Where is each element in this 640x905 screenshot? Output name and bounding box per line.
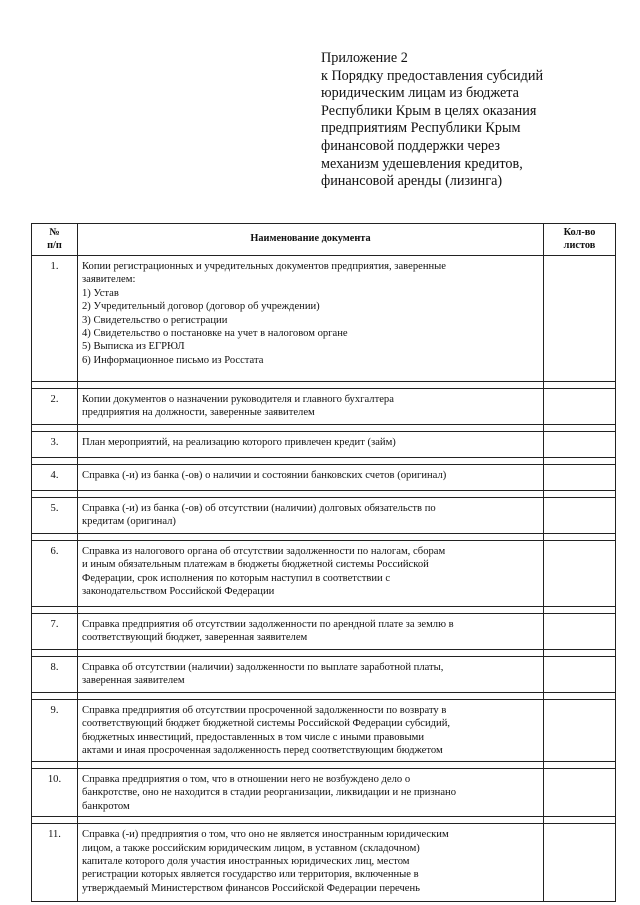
row-gap-cell	[544, 534, 616, 541]
document-name-line: заверенная заявителем	[82, 675, 185, 687]
row-gap-cell	[544, 693, 616, 700]
row-gap-cell	[78, 425, 544, 432]
row-gap-cell	[78, 607, 544, 614]
document-name-line: Справка предприятия о том, что в отношении него не возбуждено дело о	[82, 774, 411, 785]
document-name	[78, 432, 544, 458]
document-name-line: бюджетных инвестиций, предоставленных в том числе с иными правовыми	[82, 731, 424, 743]
row-gap-cell	[32, 382, 78, 389]
document-name-line: законодательством Российской Федерации	[82, 586, 275, 598]
document-name	[78, 389, 544, 425]
sheet-count-cell	[544, 498, 616, 534]
document-name-line: План мероприятий, на реализацию которого привлечен кредит (займ)	[82, 437, 396, 448]
documents-table	[31, 223, 616, 902]
document-name-line: 5) Выписка из ЕГРЮЛ	[82, 341, 185, 353]
row-gap-cell	[78, 817, 544, 824]
appendix-line: механизм удешевления кредитов,	[321, 155, 523, 172]
row-gap-cell	[32, 693, 78, 700]
document-name-line: регистрации которых является государство или территория, включенные в	[82, 869, 419, 881]
table-row	[32, 657, 616, 693]
row-number: 11.	[32, 824, 78, 902]
sheet-count-cell	[544, 389, 616, 425]
document-name-line: предприятия на должности, заверенные заявителем	[82, 407, 315, 419]
row-gap	[32, 491, 616, 498]
row-number: 6.	[32, 541, 78, 607]
table-row	[32, 498, 616, 534]
row-gap-cell	[32, 491, 78, 498]
row-gap	[32, 693, 616, 700]
appendix-line: финансовой поддержки через	[321, 137, 501, 154]
document-name-line: кредитам (оригинал)	[82, 516, 176, 528]
sheet-count-cell	[544, 432, 616, 458]
sheet-count-cell	[544, 541, 616, 607]
table-row	[32, 432, 616, 458]
row-gap	[32, 762, 616, 769]
appendix-line: к Порядку предоставления субсидий	[321, 67, 544, 84]
row-gap-cell	[32, 425, 78, 432]
row-gap	[32, 607, 616, 614]
table-row	[32, 465, 616, 491]
document-name-line: Справка об отсутствии (наличии) задолженности по выплате заработной платы,	[82, 662, 444, 673]
row-gap-cell	[32, 762, 78, 769]
row-number: 10.	[32, 769, 78, 817]
table-header-row	[32, 224, 616, 256]
appendix-line: юридическим лицам из бюджета	[321, 85, 519, 102]
row-gap-cell	[78, 693, 544, 700]
row-gap-cell	[78, 650, 544, 657]
sheet-count-cell	[544, 465, 616, 491]
table-row	[32, 256, 616, 382]
row-gap	[32, 650, 616, 657]
row-number: 2.	[32, 389, 78, 425]
row-gap-cell	[544, 650, 616, 657]
document-name-line: Справка (-и) из банка (-ов) об отсутствии (наличии) долговых обязательств по	[82, 503, 436, 514]
document-name	[78, 256, 544, 382]
table-row	[32, 614, 616, 650]
table-body	[32, 256, 616, 902]
header-qty-line: Кол-во	[563, 227, 596, 238]
header-sheet-count	[544, 224, 616, 256]
row-gap	[32, 425, 616, 432]
document-name	[78, 614, 544, 650]
header-number-line: п/п	[47, 239, 62, 251]
row-gap-cell	[78, 491, 544, 498]
sheet-count-cell	[544, 824, 616, 902]
sheet-count-cell	[544, 256, 616, 382]
row-gap	[32, 534, 616, 541]
row-number: 3.	[32, 432, 78, 458]
row-gap-cell	[78, 382, 544, 389]
table-row	[32, 541, 616, 607]
sheet-count-cell	[544, 657, 616, 693]
row-gap	[32, 458, 616, 465]
document-name-line: 1) Устав	[82, 287, 119, 299]
row-gap-cell	[544, 425, 616, 432]
row-gap-cell	[544, 607, 616, 614]
appendix-line: предприятиям Республики Крым	[321, 120, 521, 137]
header-document-name: Наименование документа	[78, 224, 544, 256]
document-name	[78, 465, 544, 491]
document-name-line: заявителем:	[82, 274, 136, 286]
document-name-line: Копии регистрационных и учредительных документов предприятия, заверенные	[82, 261, 446, 272]
document-name-line: Копии документов о назначении руководителя и главного бухгалтера	[82, 394, 394, 405]
sheet-count-cell	[544, 614, 616, 650]
table-row	[32, 824, 616, 902]
row-gap-cell	[544, 817, 616, 824]
document-name-line: и иным обязательным платежам в бюджеты бюджетной системы Российской	[82, 559, 429, 571]
row-gap-cell	[544, 762, 616, 769]
row-gap-cell	[32, 458, 78, 465]
document-name-line: банкротстве, оно не находится в стадии реорганизации, ликвидации и не признано	[82, 787, 456, 799]
document-name-line: соответствующий бюджет, заверенная заявителем	[82, 632, 308, 644]
appendix-line: Республики Крым в целях оказания	[321, 102, 537, 119]
document-name-line: Федерации, срок исполнения по которым наступил в соответствии с	[82, 572, 391, 584]
row-gap-cell	[78, 458, 544, 465]
document-name	[78, 824, 544, 902]
row-gap-cell	[32, 650, 78, 657]
row-gap-cell	[32, 607, 78, 614]
document-name-line: Справка предприятия об отсутствии просроченной задолженности по возврату в	[82, 705, 447, 716]
header-number	[32, 224, 78, 256]
document-name-line: актами и иная просроченная задолженность перед соответствующим бюджетом	[82, 745, 443, 757]
document-name-line: банкротом	[82, 800, 130, 812]
document-name	[78, 541, 544, 607]
document-name	[78, 769, 544, 817]
document-name-line: 3) Свидетельство о регистрации	[82, 314, 228, 326]
document-name-line: 6) Информационное письмо из Росстата	[82, 354, 264, 366]
document-name-line: Справка из налогового органа об отсутствии задолженности по налогам, сборам	[82, 546, 446, 557]
sheet-count-cell	[544, 769, 616, 817]
document-name-line: Справка (-и) предприятия о том, что оно не является иностранным юридическим	[82, 829, 449, 841]
header-qty-line: листов	[563, 239, 596, 251]
document-name-line: Справка (-и) из банка (-ов) о наличии и состоянии банковских счетов (оригинал)	[82, 470, 447, 481]
document-name-line: капитале которого доля участия иностранных юридических лиц, местом	[82, 856, 410, 868]
document-name	[78, 498, 544, 534]
table-row	[32, 389, 616, 425]
row-number: 4.	[32, 465, 78, 491]
row-number: 7.	[32, 614, 78, 650]
appendix-line: финансовой аренды (лизинга)	[321, 173, 503, 190]
document-name	[78, 657, 544, 693]
row-gap	[32, 382, 616, 389]
document-name-line: 2) Учредительный договор (договор об учреждении)	[82, 301, 320, 313]
document-name-line: соответствующий бюджет бюджетной системы Российской Федерации субсидий,	[82, 718, 451, 730]
row-number: 8.	[32, 657, 78, 693]
document-name	[78, 700, 544, 762]
document-name-line: 4) Свидетельство о постановке на учет в налоговом органе	[82, 328, 348, 340]
table-row	[32, 769, 616, 817]
row-gap-cell	[32, 534, 78, 541]
row-number: 5.	[32, 498, 78, 534]
row-gap	[32, 817, 616, 824]
row-gap-cell	[544, 458, 616, 465]
table-row	[32, 700, 616, 762]
row-number: 9.	[32, 700, 78, 762]
appendix-heading	[321, 50, 621, 191]
appendix-line: Приложение 2	[321, 50, 408, 66]
document-name-line: лицом, а также российским юридическим лицом, в уставном (складочном)	[82, 842, 420, 854]
row-gap-cell	[78, 762, 544, 769]
sheet-count-cell	[544, 700, 616, 762]
row-gap-cell	[544, 491, 616, 498]
row-number: 1.	[32, 256, 78, 382]
row-gap-cell	[32, 817, 78, 824]
row-gap-cell	[544, 382, 616, 389]
row-gap-cell	[78, 534, 544, 541]
document-name-line: утверждаемый Министерством финансов Российской Федерации перечень	[82, 882, 420, 894]
document-name-line: Справка предприятия об отсутствии задолженности по арендной плате за землю в	[82, 619, 454, 630]
header-number-line: №	[49, 227, 60, 238]
